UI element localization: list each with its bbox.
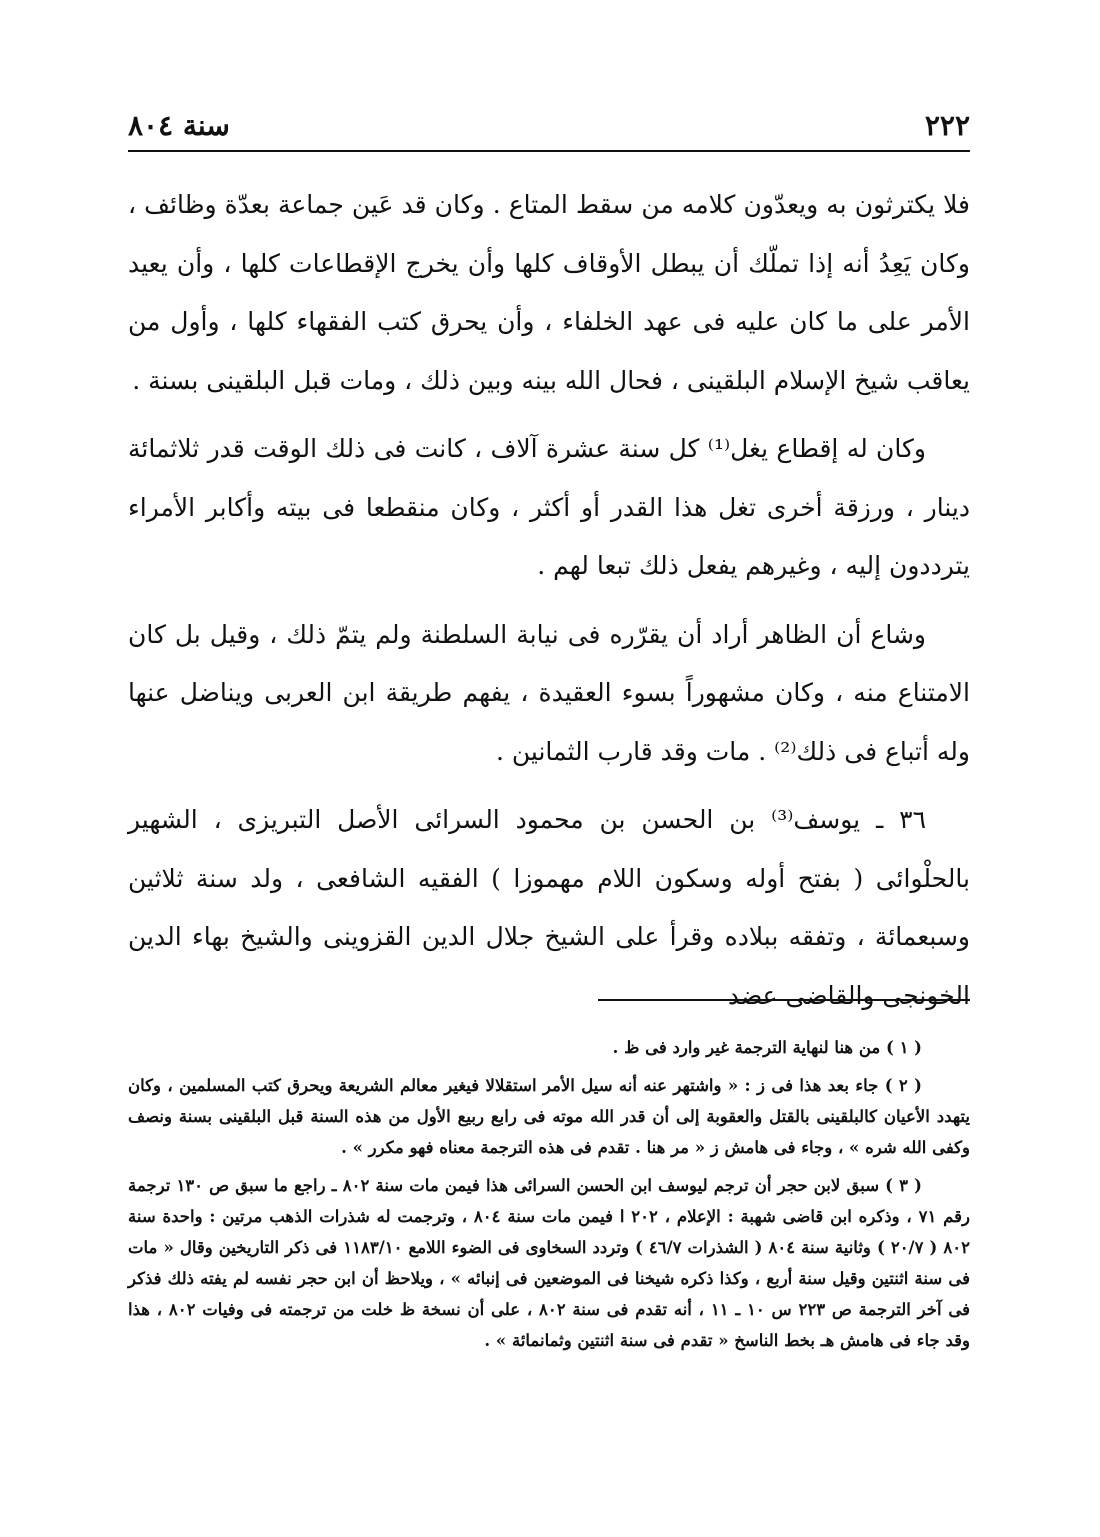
footnote: ( ٣ ) سبق لابن حجر أن ترجم ليوسف ابن الحسن السرائى هذا فيمن مات سنة ٨٠٢ ـ راجع ما سبق ص ١٣٠ ترجمة رقم ٧١ ، وذكره ابن قاضى شهبة : الإعلام ، ٢٠٢ ا فيمن مات سنة ٨٠٤ ، وترجمت له شذرات الذهب مرتين : واحدة سنة ٨٠٢ ( ٢٠/٧ ) وثانية سنة ٨٠٤ ( الشذرات ٤٦/٧ ) وتردد السخاوى فى الضوء اللامع ١١٨٣/١٠ فى ذكر التاريخين وقال « مات فى سنة اثنتين وقيل سنة أربع ، وكذا ذكره شيخنا فى الموضعين فى إنبائه » ، ويلاحظ أن ابن حجر نفسه لم يفته ذلك فذكر فى آخر الترجمة ص ٢٢٣ س ١٠ ـ ١١ ، أنه تقدم فى سنة ٨٠٢ ، على أن نسخة ظ خلت من ترجمته فى وفيات ٨٠٢ ، هذا وقد جاء فى هامش هـ بخط الناسخ « تقدم فى سنة اثنتين وثمانمائة » .: [128, 1176, 971, 1350]
paragraph: وشاع أن الظاهر أراد أن يقرّره فى نيابة السلطنة ولم يتمّ ذلك ، وقيل بل كان الامتناع منه ، وكان مشهوراً بسوء العقيدة ، يفهم طريقة ابن العربى ويناضل عنها وله أتباع فى ذلك⁽²⁾ . مات وقد قارب الثمانين .: [128, 619, 970, 766]
biography-entry: ٣٦ ـ يوسف⁽³⁾ بن الحسن بن محمود السرائى الأصل التبريزى ، الشهير بالحلْوائى ( بفتح أوله وسكون اللام مهموزا ) الفقيه الشافعى ، ولد سنة ثلاثين وسبعمائة ، وتفقه ببلاده وقرأ على الشيخ جلال الدين القزوينى والشيخ بهاء الدين الخونجى والقاضى عضد: [128, 805, 970, 1010]
footnote: ( ١ ) من هنا لنهاية الترجمة غير وارد فى ظ .: [612, 1038, 922, 1057]
footnote: ( ٢ ) جاء بعد هذا فى ز : « واشتهر عنه أنه سيل الأمر استقلالا فيغير معالم الشريعة ويحرق كتب المسلمين ، وكان يتهدد الأعيان كالبلقينى بالقتل والعقوبة إلى أن قدر الله موته فى رابع ربيع الأول من هذه السنة قبل البلقينى بسنة ونصف وكفى الله شره » ، وجاء فى هامش ز « مر هنا . تقدم فى هذه الترجمة معناه فهو مكرر » .: [128, 1076, 970, 1157]
header-rule: [128, 150, 970, 152]
paragraph: فلا يكترثون به ويعدّون كلامه من سقط المتاع . وكان قد عَين جماعة بعدّة وظائف ، وكان يَعِدُ أنه إذا تملّك أن يبطل الأوقاف كلها وأن يخرج الإقطاعات كلها ، وأن يعيد الأمر على ما كان عليه فى عهد الخلفاء ، وأن يحرق كتب الفقهاء كلها ، وأول من يعاقب شيخ الإسلام البلقينى ، فحال الله بينه وبين ذلك ، ومات قبل البلقينى بسنة .: [128, 190, 970, 395]
footnote-separator: [598, 999, 970, 1001]
page-number: ٢٢٢: [924, 109, 970, 142]
paragraph: وكان له إقطاع يغل⁽¹⁾ كل سنة عشرة آلاف ، كانت فى ذلك الوقت قدر ثلاثمائة دينار ، ورزقة أخرى تغل هذا القدر أو أكثر ، وكان منقطعا فى بيته وأكابر الأمراء يترددون إليه ، وغيرهم يفعل ذلك تبعا لهم .: [128, 434, 970, 580]
footnotes: [128, 1032, 970, 1363]
main-text: [128, 176, 970, 1035]
running-head: سنة ٨٠٤: [128, 109, 230, 142]
page-header: [128, 106, 970, 146]
